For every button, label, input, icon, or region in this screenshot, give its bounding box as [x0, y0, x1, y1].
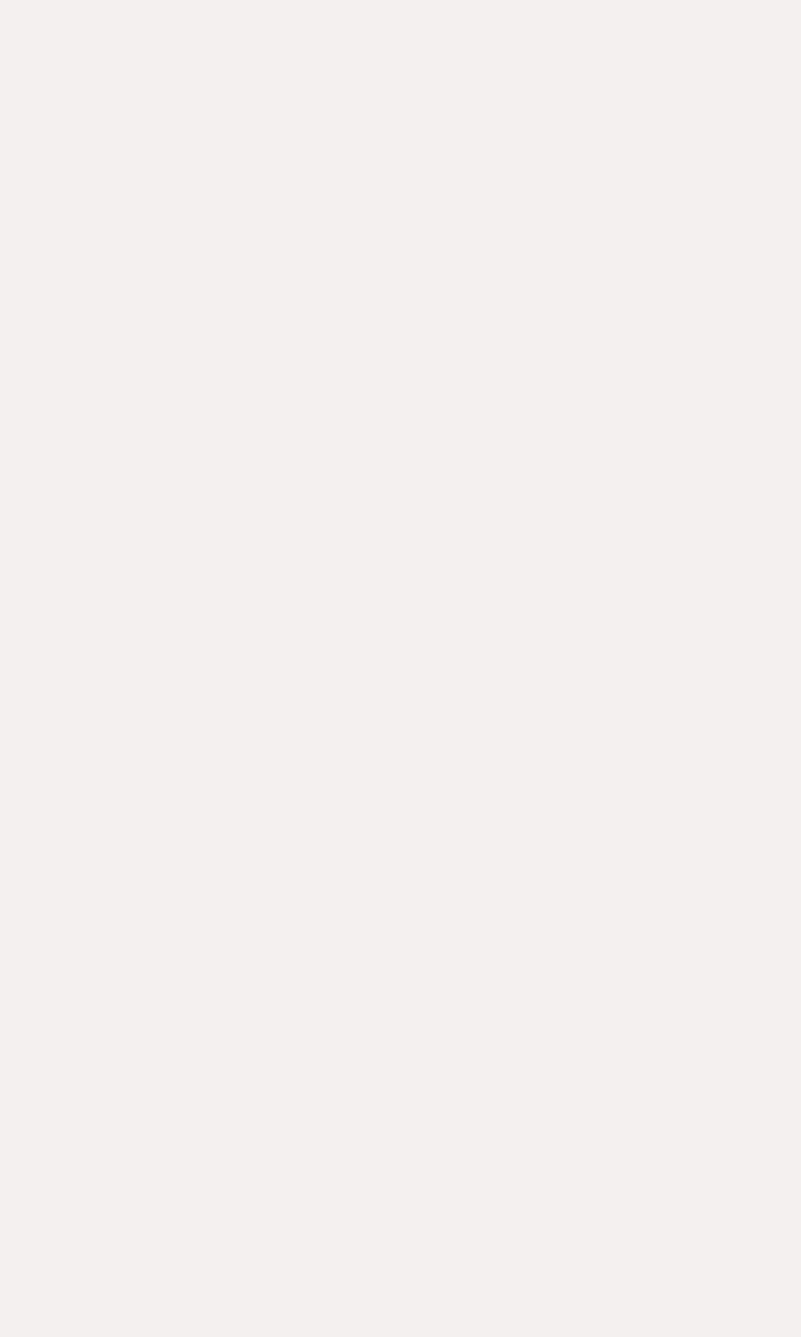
analyst-entry: [100, 1011, 110, 1034]
